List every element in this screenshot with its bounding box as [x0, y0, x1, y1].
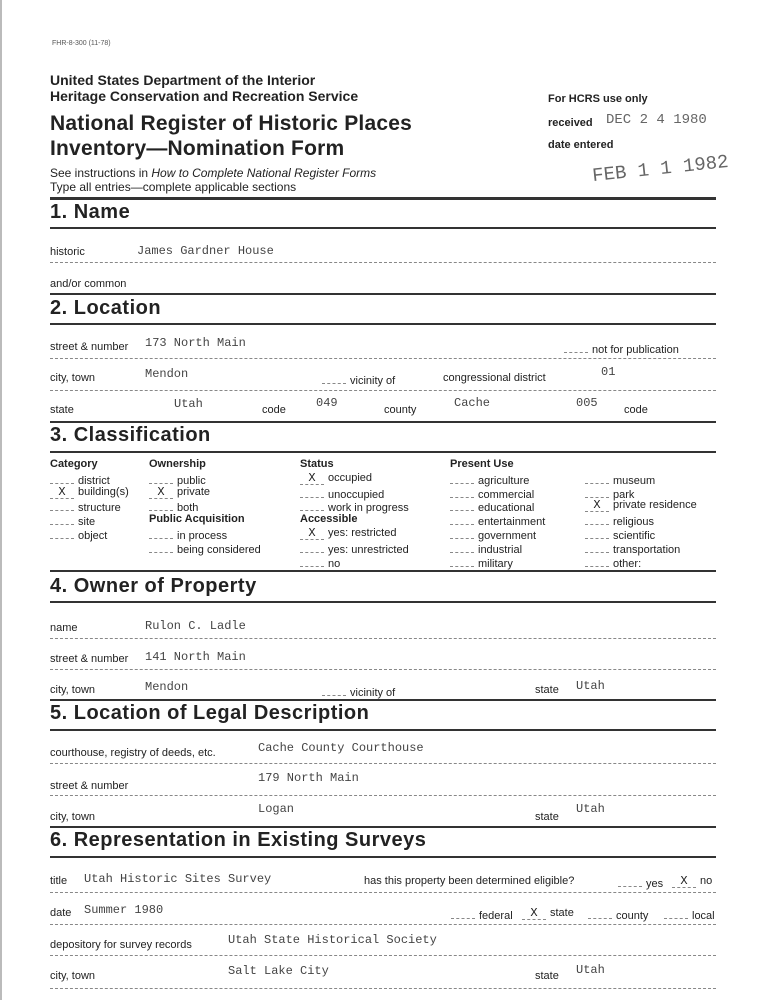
checkbox[interactable] [450, 486, 474, 498]
option-label: occupied [328, 471, 373, 484]
historic-label: historic [50, 246, 85, 258]
checkbox[interactable] [322, 684, 346, 696]
section-3-title: 3. Classification [50, 424, 211, 446]
option-label: yes: restricted [328, 527, 397, 539]
divider [50, 826, 716, 828]
option-label: military [478, 557, 513, 570]
checkbox[interactable] [149, 541, 173, 553]
courthouse: Cache County Courthouse [258, 741, 424, 755]
checkbox[interactable] [618, 875, 642, 887]
level-local [664, 907, 715, 922]
survey-title-label: title [50, 875, 68, 887]
divider [50, 955, 716, 956]
option-label: scientific [613, 530, 656, 542]
federal-label: federal [479, 910, 513, 922]
option-label: public [177, 474, 206, 487]
option-label: other: [613, 557, 642, 570]
instructions [50, 166, 376, 180]
acquisition-heading: Public Acquisition [149, 513, 245, 526]
no-label: no [700, 875, 713, 887]
checkbox[interactable] [149, 472, 173, 484]
form-title-1: National Register of Historic Places [50, 112, 412, 135]
date-entered-label: date entered [548, 139, 614, 151]
owner-name: Rulon C. Ladle [145, 619, 246, 633]
checkbox[interactable]: X [522, 908, 546, 920]
checkbox[interactable] [300, 555, 324, 567]
use-agriculture [450, 472, 529, 487]
use-military [450, 555, 513, 570]
acquisition-in-process [149, 527, 227, 542]
state-value: Utah [174, 397, 203, 411]
use-private-residence [585, 499, 697, 512]
checkbox[interactable] [585, 486, 609, 498]
use-government [450, 527, 536, 542]
option-label: educational [478, 502, 535, 515]
owner-city: Mendon [145, 680, 189, 694]
level-state [522, 907, 574, 920]
checkbox[interactable] [50, 527, 74, 539]
checkbox[interactable] [585, 527, 609, 539]
accessible-yes-unrestricted [300, 541, 409, 556]
option-label: government [478, 530, 537, 542]
use-educational [450, 499, 534, 514]
divider [50, 421, 716, 423]
checkbox[interactable] [451, 907, 475, 919]
instructions-text: See instructions in [50, 166, 152, 180]
checkbox[interactable] [300, 499, 324, 511]
divider [50, 638, 716, 639]
category-heading: Category [50, 458, 98, 470]
dep-state: Utah [576, 963, 605, 977]
legal-city-label: city, town [50, 811, 96, 823]
owner-city-label: city, town [50, 684, 96, 696]
divider [50, 795, 716, 796]
checkbox[interactable] [322, 372, 346, 384]
checkbox[interactable] [149, 499, 173, 511]
city-value: Mendon [145, 367, 189, 381]
divider [50, 358, 716, 359]
county-value: Cache [454, 396, 491, 410]
code-label-2: code [624, 404, 648, 416]
historic-name: James Gardner House [137, 244, 274, 258]
accessible-heading: Accessible [300, 513, 358, 526]
category-building-s [50, 486, 129, 499]
instructions-2: Type all entries—complete applicable sections [50, 180, 297, 194]
section-6-title: 6. Representation in Existing Surveys [50, 829, 427, 851]
survey-date: Summer 1980 [84, 903, 164, 917]
use-transportation [585, 541, 680, 556]
accessible-no [300, 555, 340, 570]
divider [50, 856, 716, 858]
owner-state-label: state [535, 684, 559, 696]
depository-label: depository for survey records [50, 939, 192, 951]
code-label: code [262, 404, 286, 416]
dep-city: Salt Lake City [228, 964, 329, 978]
use-museum [585, 472, 655, 487]
checkbox[interactable] [450, 472, 474, 484]
county-label: county [616, 910, 649, 922]
option-label: both [177, 502, 199, 515]
yes-label: yes [646, 878, 664, 890]
ownership-private [149, 486, 210, 499]
option-label: being considered [177, 543, 261, 556]
option-label: in process [177, 530, 228, 542]
form-number: FHR-8-300 (11-78) [52, 40, 111, 47]
checkbox[interactable] [585, 472, 609, 484]
checkbox[interactable] [450, 527, 474, 539]
use-commercial [450, 486, 534, 501]
dep-city-label: city, town [50, 970, 96, 982]
divider [50, 227, 716, 229]
owner-vicinity [322, 684, 395, 699]
owner-state: Utah [576, 679, 605, 693]
option-label: site [78, 516, 96, 529]
accessible-yes-restricted [300, 527, 396, 540]
checkbox[interactable]: X [149, 487, 173, 499]
divider [50, 570, 716, 572]
option-label: commercial [478, 488, 535, 501]
common-label: and/or common [50, 278, 127, 290]
checkbox[interactable] [585, 513, 609, 525]
vicinity-label: vicinity of [350, 687, 396, 699]
option-label: park [613, 488, 635, 501]
checkbox[interactable] [50, 472, 74, 484]
legal-city: Logan [258, 802, 295, 816]
legal-state-label: state [535, 811, 559, 823]
cd-label: congressional district [443, 372, 546, 384]
section-4-title: 4. Owner of Property [50, 575, 257, 597]
department: United States Department of the Interior [50, 72, 316, 88]
divider [50, 601, 716, 603]
street-value: 173 North Main [145, 336, 246, 350]
divider [50, 699, 716, 701]
checkbox[interactable] [300, 541, 324, 553]
option-label: no [328, 557, 341, 570]
option-label: private [177, 485, 211, 498]
form-title-2: Inventory—Nomination Form [50, 137, 345, 160]
divider [50, 892, 716, 893]
section-1-title: 1. Name [50, 201, 131, 223]
status-heading: Status [300, 458, 334, 470]
checkbox[interactable] [588, 907, 612, 919]
street-label: street & number [50, 341, 129, 353]
checkbox[interactable] [585, 541, 609, 553]
county-label: county [384, 404, 417, 416]
level-federal [451, 907, 513, 922]
received-stamp: DEC 2 4 1980 [606, 112, 707, 128]
state-label: state [50, 404, 74, 416]
courthouse-label: courthouse, registry of deeds, etc. [50, 747, 216, 759]
use-religious [585, 513, 654, 528]
eligible-yes [618, 875, 663, 890]
entered-stamp: FEB 1 1 1982 [591, 150, 730, 188]
ownership-both [149, 499, 198, 514]
checkbox[interactable] [450, 555, 474, 567]
divider [50, 988, 716, 989]
divider [50, 451, 716, 453]
checkbox[interactable] [564, 341, 588, 353]
survey-title: Utah Historic Sites Survey [84, 872, 272, 886]
checkbox[interactable]: X [585, 500, 609, 512]
eligible-label: has this property been determined eligible? [364, 875, 575, 887]
checkbox[interactable]: X [300, 473, 324, 485]
option-label: industrial [478, 543, 523, 556]
option-label: entertainment [478, 516, 546, 529]
date-label: date [50, 907, 72, 919]
option-label: yes: unrestricted [328, 543, 409, 556]
service: Heritage Conservation and Recreation Service [50, 88, 359, 104]
checkbox[interactable]: X [50, 487, 74, 499]
received-label: received [548, 117, 593, 129]
use-other [585, 555, 641, 570]
checkbox[interactable] [50, 499, 74, 511]
option-label: object [78, 530, 108, 542]
checkbox[interactable] [149, 527, 173, 539]
option-label: museum [613, 474, 656, 487]
option-label: district [78, 474, 110, 487]
checkbox[interactable]: X [672, 876, 696, 888]
status-unoccupied [300, 486, 384, 501]
option-label: religious [613, 516, 654, 529]
local-label: local [692, 910, 715, 922]
option-label: structure [78, 502, 121, 515]
option-label: agriculture [478, 474, 530, 487]
acquisition-being-considered [149, 541, 261, 556]
status-work-in-progress [300, 499, 409, 514]
checkbox[interactable] [450, 499, 474, 511]
divider [50, 729, 716, 731]
checkbox[interactable]: X [300, 528, 324, 540]
instructions-title: How to Complete National Register Forms [151, 166, 377, 180]
divider [50, 669, 716, 670]
nfp-label: not for publication [592, 344, 679, 356]
use-industrial [450, 541, 522, 556]
legal-street: 179 North Main [258, 771, 359, 785]
checkbox[interactable] [300, 486, 324, 498]
owner-street: 141 North Main [145, 650, 246, 664]
eligible-no [672, 875, 712, 888]
option-label: work in progress [328, 502, 409, 515]
section-2-title: 2. Location [50, 297, 162, 319]
vicinity [322, 372, 395, 387]
not-for-publication [564, 341, 679, 356]
divider [50, 390, 716, 391]
legal-street-label: street & number [50, 780, 129, 792]
divider [50, 763, 716, 764]
state-code: 049 [316, 396, 338, 410]
dep-state-label: state [535, 970, 559, 982]
divider [50, 924, 716, 925]
option-label: unoccupied [328, 488, 385, 501]
divider [50, 323, 716, 325]
level-county [588, 907, 648, 922]
office-use-label: For HCRS use only [548, 93, 648, 105]
divider [50, 293, 716, 295]
use-scientific [585, 527, 655, 542]
city-label: city, town [50, 372, 96, 384]
state-label: state [550, 907, 574, 919]
county-code: 005 [576, 396, 598, 410]
legal-state: Utah [576, 802, 605, 816]
depository: Utah State Historical Society [228, 933, 437, 947]
cd-value: 01 [601, 365, 616, 379]
category-structure [50, 499, 121, 514]
checkbox[interactable] [664, 907, 688, 919]
ownership-heading: Ownership [149, 458, 206, 470]
owner-street-label: street & number [50, 653, 129, 665]
option-label: private residence [613, 499, 697, 512]
category-object [50, 527, 107, 542]
checkbox[interactable] [450, 541, 474, 553]
vicinity-label: vicinity of [350, 375, 396, 387]
option-label: building(s) [78, 485, 129, 498]
divider [50, 262, 716, 263]
divider [50, 197, 716, 200]
checkbox[interactable] [50, 513, 74, 525]
section-5-title: 5. Location of Legal Description [50, 702, 370, 724]
status-occupied [300, 472, 372, 485]
present-use-heading: Present Use [450, 458, 514, 470]
owner-name-label: name [50, 622, 78, 634]
category-site [50, 513, 95, 528]
checkbox[interactable] [585, 555, 609, 567]
use-entertainment [450, 513, 545, 528]
option-label: transportation [613, 543, 681, 556]
checkbox[interactable] [450, 513, 474, 525]
